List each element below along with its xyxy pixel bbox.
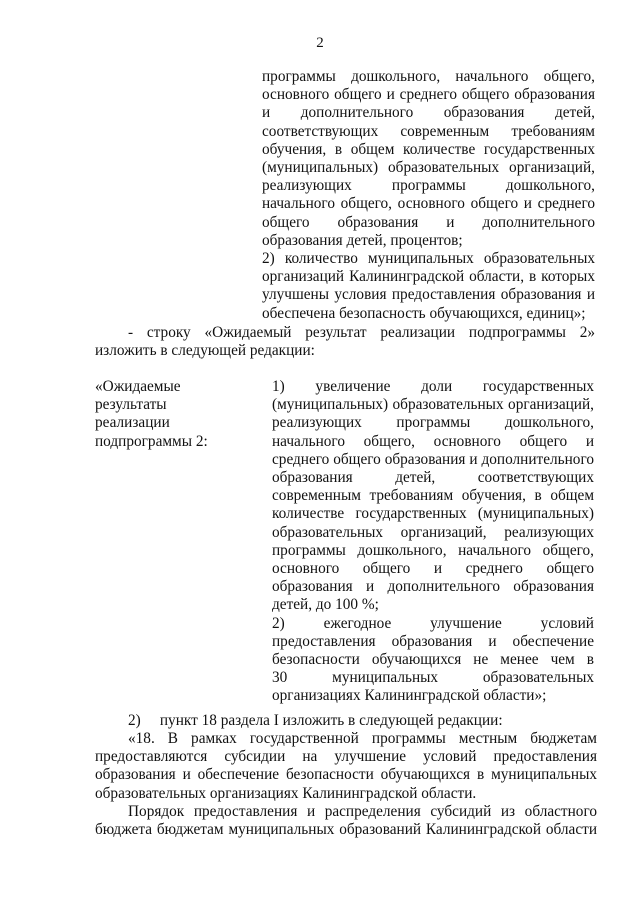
text-line: безопасности обучающихся не менее чем в xyxy=(272,651,594,669)
text-line: обучения, в общем количестве государственных xyxy=(262,140,595,158)
heading-line: 2) пункт 18 раздела I изложить в следующей редакции: xyxy=(128,712,503,729)
text-line: программы дошкольного, начального общего, xyxy=(262,68,595,85)
text-line: организаций Калининградской области, в которых xyxy=(262,268,595,286)
text-line: Порядок предоставления и распределения субсидий из областного xyxy=(128,803,597,820)
text-line: программы дошкольного, начального общего, xyxy=(272,541,594,559)
label-line: результаты xyxy=(95,396,167,414)
label-line: подпрограммы 2: xyxy=(95,432,208,450)
text-line: 2) количество муниципальных образовательных xyxy=(262,250,595,268)
text-line: «18. В рамках государственной программы местным бюджетам xyxy=(128,730,597,747)
text-line: 2) ежегодное улучшение условий xyxy=(272,614,594,632)
text-line: начального общего, основного общего и xyxy=(272,432,594,450)
expected-results-text xyxy=(272,378,594,706)
text-line: предоставления образования и обеспечение xyxy=(272,632,594,650)
text-line: улучшены условия предоставления образования и xyxy=(262,286,595,304)
text-line: - строку «Ожидаемый результат реализации подпрограммы 2» xyxy=(128,324,595,341)
text-line: 30 муниципальных образовательных xyxy=(272,669,594,687)
text-line: детей, до 100 %; xyxy=(272,596,379,614)
subprogram-indicators-block xyxy=(262,68,595,323)
text-line: обеспечена безопасность обучающихся, единиц»; xyxy=(262,304,586,322)
text-line: бюджета бюджетам муниципальных образований Калининградской области xyxy=(95,821,597,839)
text-line: количестве государственных (муниципальных) xyxy=(272,505,594,523)
text-line: образования детей, процентов; xyxy=(262,231,463,249)
text-line: современным требованиям обучения, в общем xyxy=(272,487,594,505)
text-line: (муниципальных) образовательных организаций, xyxy=(272,396,594,414)
point-2-paragraph-2 xyxy=(95,803,597,839)
text-line: общего образования и дополнительного xyxy=(262,213,595,231)
text-line: основного общего и среднего общего xyxy=(272,560,594,578)
text-line: изложить в следующей редакции: xyxy=(95,342,315,360)
text-line: основного общего и среднего общего образования xyxy=(262,86,595,104)
text-line: (муниципальных) образовательных организаций, xyxy=(262,159,595,177)
text-line: 1) увеличение доли государственных xyxy=(272,378,594,395)
text-line: образования детей, соответствующих xyxy=(272,469,594,487)
text-line: среднего общего образования и дополнительного xyxy=(272,450,594,468)
text-line: реализующих программы дошкольного, xyxy=(272,414,594,432)
label-line: «Ожидаемые xyxy=(95,378,181,395)
text-line: и дополнительного образования детей, xyxy=(262,104,595,122)
text-line: образования и обеспечение безопасности обучающихся в муниципальных xyxy=(95,766,597,784)
text-line: предоставляются субсидии на улучшение условий предоставления xyxy=(95,748,597,766)
page-number: 2 xyxy=(316,35,324,51)
text-line: реализующих программы дошкольного, xyxy=(262,177,595,195)
point-2-paragraph-1 xyxy=(95,730,597,803)
expected-results-label xyxy=(95,378,245,451)
text-line: начального общего, основного общего и среднего xyxy=(262,195,595,213)
text-line: образования и дополнительного образования xyxy=(272,578,594,596)
point-2-heading xyxy=(128,712,598,730)
instruction-paragraph xyxy=(95,324,595,360)
text-line: организациях Калининградской области»; xyxy=(272,687,547,705)
text-line: образовательных организаций, реализующих xyxy=(272,523,594,541)
label-line: реализации xyxy=(95,414,170,432)
text-line: соответствующих современным требованиям xyxy=(262,122,595,140)
text-line: образовательных организациях Калининградской области. xyxy=(95,784,477,802)
